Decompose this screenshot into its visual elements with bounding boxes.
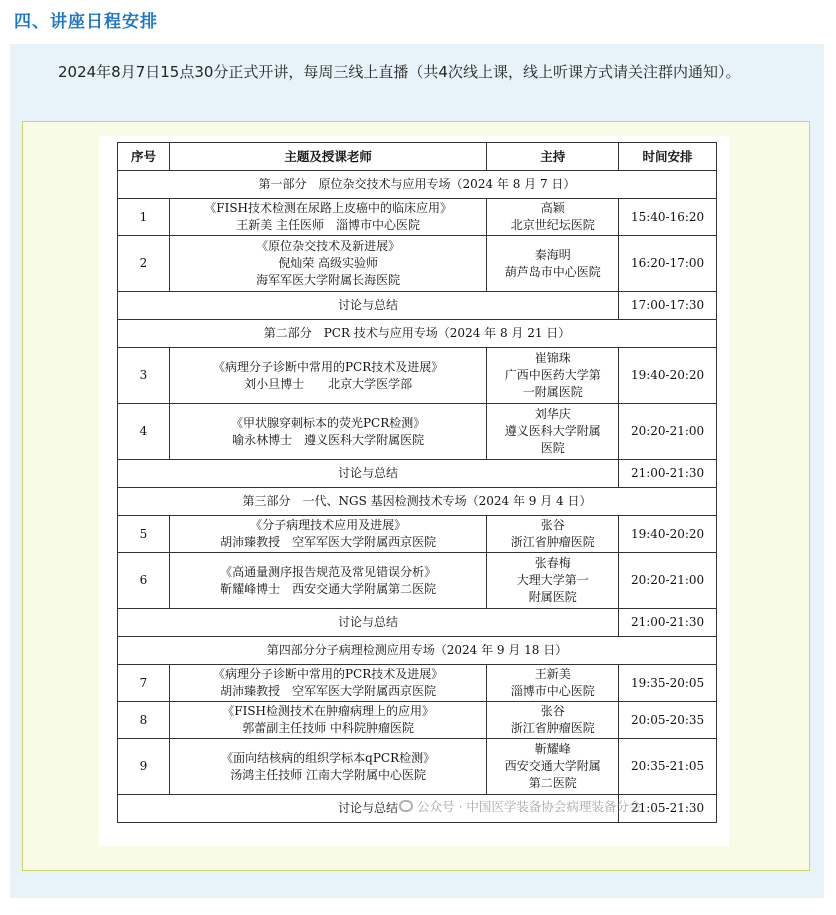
topic-line: 《病理分子诊断中常用的PCR技术及进展》 — [212, 359, 444, 374]
topic-line: 《原位杂交技术及新进展》 — [256, 239, 401, 253]
session-number: 6 — [118, 553, 170, 609]
session-number: 5 — [118, 516, 170, 553]
host-line: 葫芦岛市中心医院 — [504, 264, 601, 279]
section-heading: 四、讲座日程安排 — [14, 12, 158, 32]
session-number: 4 — [118, 404, 170, 460]
host-line: 附属医院 — [528, 590, 577, 604]
table-row — [118, 516, 717, 553]
summary-row — [118, 609, 717, 637]
summary-label: 讨论与总结 — [118, 460, 619, 488]
topic-line: 倪灿荣 高级实验师 — [278, 256, 379, 270]
table-row — [118, 739, 717, 795]
host-line: 西安交通大学附属 — [504, 759, 601, 773]
session-time: 19:40-20:20 — [619, 348, 717, 404]
topic-line: 喻永林博士 遵义医科大学附属医院 — [232, 432, 425, 447]
host-line: 第二医院 — [528, 776, 577, 790]
session-topic — [169, 702, 486, 739]
summary-row — [118, 292, 717, 320]
topic-line: 郭蕾副主任技师 中科院肿瘤医院 — [242, 721, 415, 735]
host-line: 北京世纪坛医院 — [510, 218, 595, 232]
session-time: 19:40-20:20 — [619, 516, 717, 553]
topic-line: 胡沛臻教授 空军军医大学附属西京医院 — [220, 684, 437, 698]
table-row — [118, 236, 717, 292]
session-topic — [169, 665, 486, 702]
table-row — [118, 702, 717, 739]
host-line: 浙江省肿瘤医院 — [510, 535, 595, 549]
host-line: 张春梅 — [534, 556, 571, 570]
session-time: 20:05-20:35 — [619, 702, 717, 739]
topic-line: 刘小旦博士 北京大学医学部 — [244, 376, 413, 391]
header-time: 时间安排 — [619, 143, 717, 171]
session-topic — [169, 404, 486, 460]
host-line: 一附属医院 — [522, 385, 583, 399]
part-title-row — [118, 171, 717, 199]
host-line: 张谷 — [540, 518, 565, 532]
wechat-icon — [399, 800, 413, 812]
session-number: 7 — [118, 665, 170, 702]
part-title: 第三部分 一代、NGS 基因检测技术专场（2024 年 9 月 4 日） — [118, 488, 717, 516]
part-title-row — [118, 637, 717, 665]
schedule-image-frame — [22, 121, 810, 871]
summary-label: 讨论与总结 — [118, 609, 619, 637]
header-host: 主持 — [487, 143, 619, 171]
session-topic — [169, 236, 486, 292]
session-time: 15:40-16:20 — [619, 199, 717, 236]
topic-line: 《甲状腺穿刺标本的荧光PCR检测》 — [230, 415, 426, 430]
header-number: 序号 — [118, 143, 170, 171]
topic-line: 《FISH检测技术在肿瘤病理上的应用》 — [222, 704, 435, 718]
host-line: 高颖 — [540, 201, 565, 215]
host-line: 张谷 — [540, 704, 565, 718]
topic-line: 《FISH技术检测在尿路上皮癌中的临床应用》 — [204, 201, 453, 215]
summary-time: 21:00-21:30 — [619, 460, 717, 488]
table-row — [118, 348, 717, 404]
summary-time: 21:00-21:30 — [619, 609, 717, 637]
summary-time: 17:00-17:30 — [619, 292, 717, 320]
content-panel — [10, 44, 824, 898]
summary-label: 讨论与总结 — [118, 292, 619, 320]
session-number: 3 — [118, 348, 170, 404]
session-host — [487, 348, 619, 404]
session-time: 20:20-21:00 — [619, 404, 717, 460]
topic-line: 《面向结核病的组织学标本qPCR检测》 — [221, 750, 436, 765]
session-topic — [169, 348, 486, 404]
part-title-row — [118, 320, 717, 348]
session-topic — [169, 199, 486, 236]
session-host — [487, 516, 619, 553]
header-topic: 主题及授课老师 — [169, 143, 486, 171]
summary-row — [118, 460, 717, 488]
host-line: 浙江省肿瘤医院 — [510, 721, 595, 735]
session-host — [487, 702, 619, 739]
session-host — [487, 199, 619, 236]
part-title: 第四部分分子病理检测应用专场（2024 年 9 月 18 日） — [118, 637, 717, 665]
session-host — [487, 665, 619, 702]
topic-line: 海军军医大学附属长海医院 — [256, 273, 401, 287]
host-line: 靳耀峰 — [534, 742, 571, 756]
session-number: 9 — [118, 739, 170, 795]
intro-paragraph: 2024年8月7日15点30分正式开讲，每周三线上直播（共4次线上课，线上听课方式请关注群内通知）。 — [58, 63, 741, 81]
host-line: 医院 — [540, 441, 565, 455]
session-number: 2 — [118, 236, 170, 292]
topic-line: 《高通量测序报告规范及常见错误分析》 — [220, 564, 437, 579]
table-row — [118, 199, 717, 236]
watermark — [399, 797, 739, 815]
host-line: 王新美 — [534, 667, 571, 681]
table-row — [118, 404, 717, 460]
host-line: 广西中医药大学第 — [504, 368, 601, 382]
host-line: 遵义医科大学附属 — [504, 424, 601, 438]
session-time: 16:20-17:00 — [619, 236, 717, 292]
host-line: 大理大学第一 — [516, 573, 589, 587]
watermark-text: 公众号 · 中国医学装备协会病理装备分会 — [417, 799, 642, 814]
summary-label: 讨论与总结 — [118, 795, 619, 823]
table-header-row — [118, 143, 717, 171]
topic-line: 《分子病理技术应用及进展》 — [250, 518, 407, 532]
summary-time: 21:05-21:30 — [619, 795, 717, 823]
session-topic — [169, 516, 486, 553]
host-line: 秦海明 — [534, 247, 571, 262]
schedule-body — [118, 171, 717, 823]
session-number: 1 — [118, 199, 170, 236]
topic-line: 王新美 主任医师 淄博市中心医院 — [236, 218, 421, 232]
session-host — [487, 404, 619, 460]
part-title: 第二部分 PCR 技术与应用专场（2024 年 8 月 21 日） — [118, 320, 717, 348]
host-line: 刘华庆 — [534, 407, 571, 421]
session-time: 19:35-20:05 — [619, 665, 717, 702]
topic-line: 汤鸿主任技师 江南大学附属中心医院 — [230, 767, 427, 782]
table-row — [118, 553, 717, 609]
session-time: 20:20-21:00 — [619, 553, 717, 609]
topic-line: 胡沛臻教授 空军军医大学附属西京医院 — [220, 535, 437, 549]
session-topic — [169, 553, 486, 609]
part-title: 第一部分 原位杂交技术与应用专场（2024 年 8 月 7 日） — [118, 171, 717, 199]
table-row — [118, 665, 717, 702]
session-host — [487, 236, 619, 292]
part-title-row — [118, 488, 717, 516]
host-line: 淄博市中心医院 — [510, 684, 595, 698]
topic-line: 靳耀峰博士 西安交通大学附属第二医院 — [220, 581, 437, 596]
session-host — [487, 553, 619, 609]
schedule-document — [99, 136, 729, 846]
session-time: 20:35-21:05 — [619, 739, 717, 795]
session-number: 8 — [118, 702, 170, 739]
host-line: 崔锦珠 — [534, 351, 571, 365]
session-topic — [169, 739, 486, 795]
topic-line: 《病理分子诊断中常用的PCR技术及进展》 — [212, 667, 444, 681]
session-host — [487, 739, 619, 795]
schedule-table — [117, 142, 717, 823]
